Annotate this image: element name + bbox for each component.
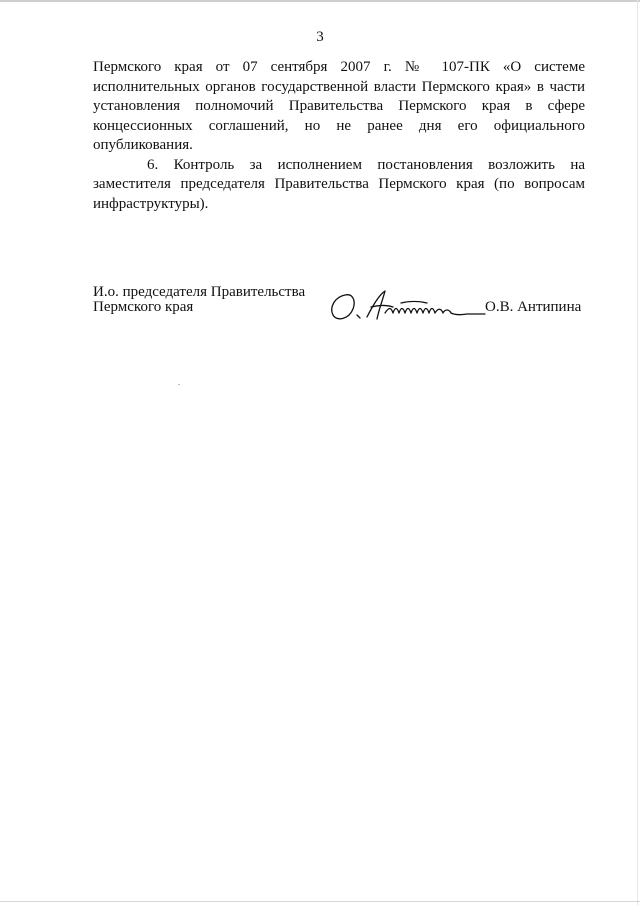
signatory-title	[93, 285, 305, 315]
page-bottom-edge	[0, 901, 640, 902]
signatory-name: О.В. Антипина	[485, 299, 582, 315]
signature-block	[93, 285, 593, 335]
page-right-edge	[637, 0, 638, 905]
page-top-edge	[0, 0, 640, 2]
document-body	[93, 58, 585, 214]
paragraph-continuation: Пермского края от 07 сентября 2007 г. № 107-ПК «О системе исполнительных органов государственной власти Пермского края» в части установления полномочий Правительства Пермского края в сфере концессионных соглашений, но не ранее дня его официального опубликования.	[93, 59, 585, 153]
signatory-title-line-1: И.о. председателя Правительства	[93, 284, 306, 300]
handwritten-signature	[327, 285, 487, 325]
page-number: 3	[316, 29, 324, 45]
scan-speck	[178, 384, 180, 385]
signatory-title-line-2: Пермского края	[93, 299, 194, 315]
paragraph-item-6: 6. Контроль за исполнением постановления возложить на заместителя председателя Правительства Пермского края (по вопросам инфраструктуры).	[93, 156, 585, 212]
